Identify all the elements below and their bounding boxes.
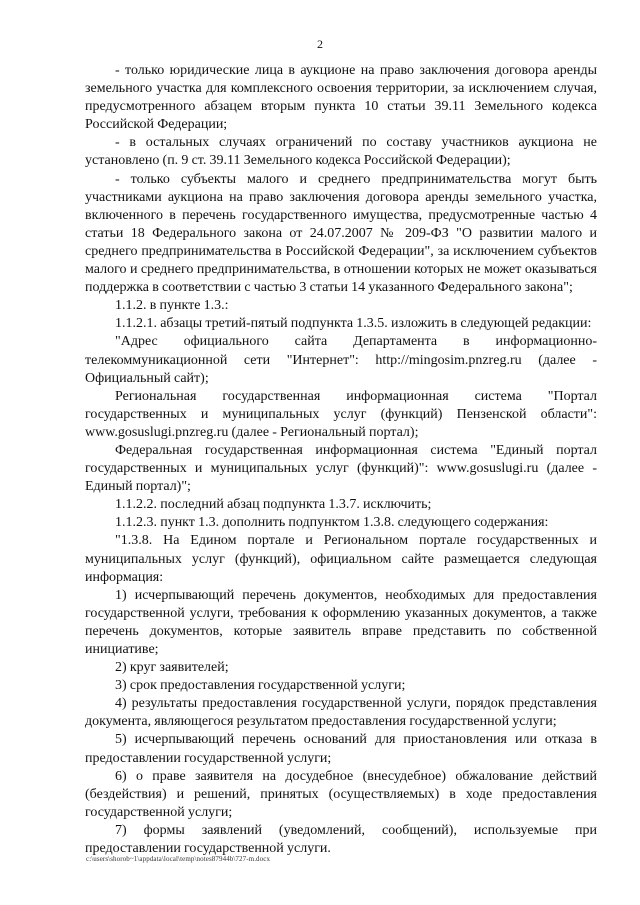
- paragraph: - в остальных случаях ограничений по составу участников аукциона не установлено (п. 9 ст. 39.11 Земельного кодекса Российской Федерации);: [85, 135, 597, 169]
- footer-file-path: c:\users\shorob~1\appdata\local\temp\notes87944b\727-m.docx: [86, 855, 271, 863]
- paragraph: Региональная государственная информационная система "Портал государственных и муниципальных услуг (функций) Пензенской области": www.gosuslugi.pnzreg.ru (далее - Региональный портал);: [85, 388, 597, 440]
- paragraph: 5) исчерпывающий перечень оснований для приостановления или отказа в предоставлении государственной услуги;: [85, 732, 597, 766]
- paragraph: 4) результаты предоставления государственной услуги, порядок представления документа, являющегося результатом предоставления государственной услуги;: [85, 696, 597, 730]
- paragraph: - только субъекты малого и среднего предпринимательства могут быть участниками аукциона на право заключения договора аренды земельного участка, включенного в перечень государственного имущества, предусмотренные частью 4 статьи 18 Федерального закона от 24.07.2007 № 209-ФЗ "О развитии малого и среднего предпринимательства в Российской Федерации", за исключением субъектов малого и среднего предпринимательства, в отношении которых не может оказываться поддержка в соответствии с частью 3 статьи 14 указанного Федерального закона";: [85, 171, 597, 296]
- paragraph: Федеральная государственная информационная система "Единый портал государственных и муниципальных услуг (функций)": www.gosuslugi.ru (далее - Единый портал)";: [85, 442, 597, 495]
- paragraph: 1.1.2.1. абзацы третий-пятый подпункта 1.3.5. изложить в следующей редакции:: [115, 316, 592, 332]
- paragraph: 6) о праве заявителя на досудебное (внесудебное) обжалование действий (бездействия) и решений, принятых (осуществляемых) в ходе предоставления государственной услуги;: [85, 768, 597, 820]
- paragraph: 7) формы заявлений (уведомлений, сообщений), используемые при предоставлении государственной услуги.: [85, 822, 597, 857]
- paragraph: 2) круг заявителей;: [115, 660, 229, 676]
- paragraph: 3) срок предоставления государственной услуги;: [115, 678, 406, 694]
- paragraph: 1) исчерпывающий перечень документов, необходимых для предоставления государственной услуги, требования к оформлению указанных документов, а также перечень документов, которые заявитель вправе представить по собственной инициативе;: [85, 587, 597, 657]
- paragraph: 1.1.2. в пункте 1.3.:: [115, 298, 229, 314]
- paragraph: 1.1.2.3. пункт 1.3. дополнить подпунктом 1.3.8. следующего содержания:: [115, 515, 549, 531]
- paragraph: - только юридические лица в аукционе на право заключения договора аренды земельного участка для комплексного освоения территории, за исключением случая, предусмотренного абзацем вторым пункта 10 статьи 39.11 Земельного кодекса Российской Федерации;: [85, 63, 597, 133]
- paragraph: 1.1.2.2. последний абзац подпункта 1.3.7. исключить;: [115, 497, 432, 513]
- page-number: 2: [317, 37, 323, 51]
- paragraph: "1.3.8. На Едином портале и Региональном портале государственных и муниципальных услуг (функций), официальном сайте размещается следующая информация:: [85, 533, 597, 585]
- document-body: [85, 62, 597, 858]
- paragraph: "Адрес официального сайта Департамента в информационно-телекоммуникационной сети "Интернет": http://mingosim.pnzreg.ru (далее - Официальный сайт);: [85, 334, 597, 386]
